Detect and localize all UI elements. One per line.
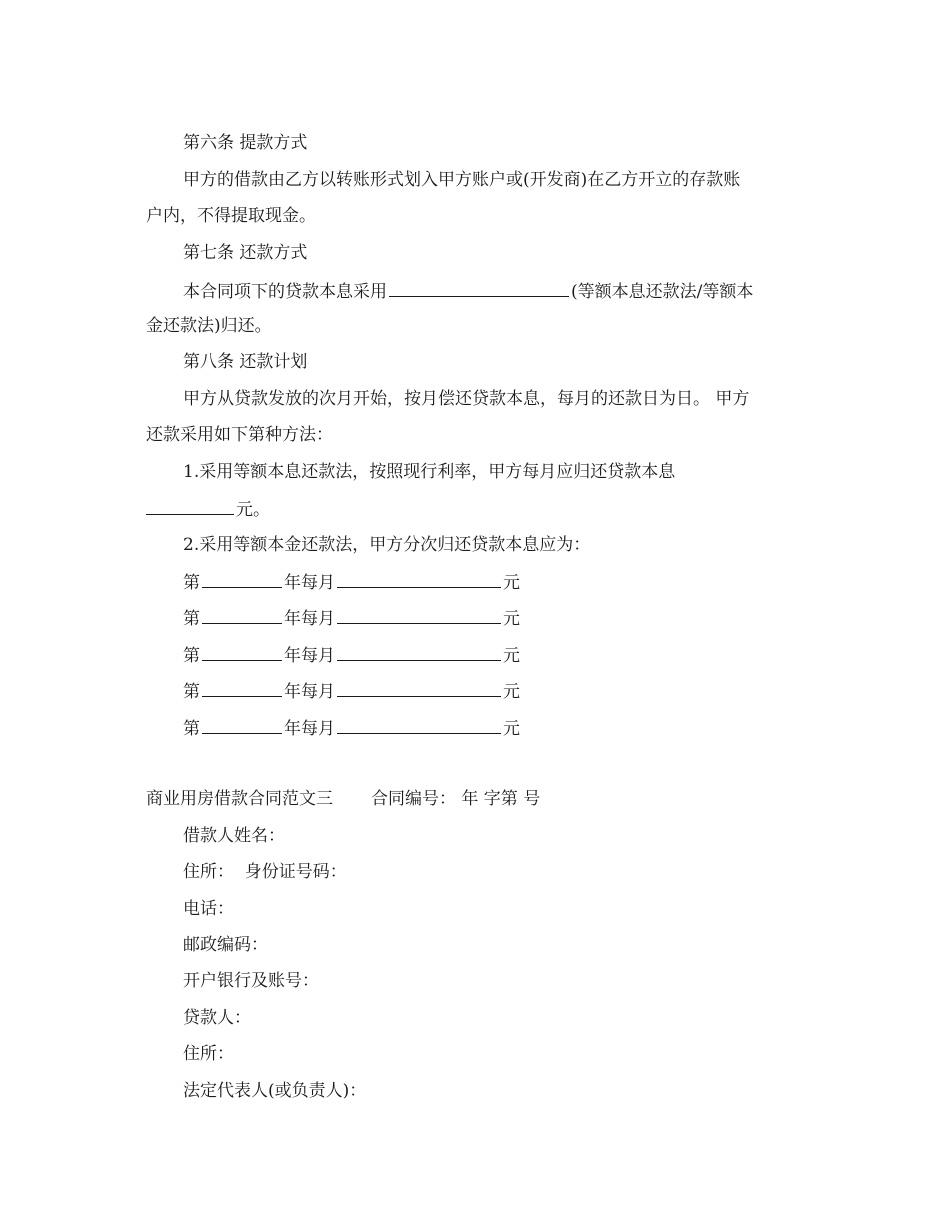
amount-blank[interactable] [337,678,501,697]
amount-blank[interactable] [337,642,501,661]
year-blank[interactable] [202,569,282,588]
schedule-row: 第 年每月 元 [183,715,520,741]
schedule-row: 第 年每月 元 [183,605,520,631]
monthly-amount-blank[interactable] [146,496,234,515]
article-8-title: 第八条 还款计划 [183,352,308,372]
schedule-row: 第 年每月 元 [183,569,520,595]
lender-field: 贷款人： [183,1008,251,1028]
schedule-row: 第 年每月 元 [183,678,520,704]
article-6-title: 第六条 提款方式 [183,133,308,153]
legal-representative-field: 法定代表人(或负责人)： [183,1081,367,1101]
article-8-text-line2: 还款采用如下第种方法： [146,425,333,445]
article-6-text-line2: 户内，不得提取现金。 [146,206,316,226]
phone-field: 电话： [183,899,234,919]
method-2-line: 2.采用等额本金还款法，甲方分次归还贷款本息应为： [183,535,591,555]
bank-account-field: 开户银行及账号： [183,971,319,991]
article-7-text-line1: 本合同项下的贷款本息采用 (等额本息还款法/等额本 [183,278,753,304]
address-id-field: 住所： 身份证号码： [183,862,347,882]
year-blank[interactable] [202,605,282,624]
amount-blank[interactable] [337,569,501,588]
amount-blank[interactable] [337,715,501,734]
borrower-name-field: 借款人姓名： [183,826,285,846]
article-6-text-line1: 甲方的借款由乙方以转账形式划入甲方账户或(开发商)在乙方开立的存款账 [183,170,741,190]
article-7-title: 第七条 还款方式 [183,243,308,263]
amount-blank[interactable] [337,605,501,624]
repayment-method-blank[interactable] [389,278,569,297]
article-7-text-line2: 金还款法)归还。 [146,316,272,336]
sample-3-heading: 商业用房借款合同范文三 [146,789,333,809]
year-blank[interactable] [202,715,282,734]
contract-number: 合同编号： 年 字第 号 [371,789,541,809]
method-1-line2: 元。 [146,496,270,522]
lender-address-field: 住所： [183,1044,234,1064]
method-1-line1: 1.采用等额本息还款法，按照现行利率，甲方每月应归还贷款本息 [183,462,676,482]
postal-code-field: 邮政编码： [183,935,268,955]
schedule-row: 第 年每月 元 [183,642,520,668]
sample-3-heading-line [146,787,540,811]
year-blank[interactable] [202,642,282,661]
year-blank[interactable] [202,678,282,697]
article-8-text-line1: 甲方从贷款发放的次月开始，按月偿还贷款本息，每月的还款日为日。 甲方 [183,389,750,409]
